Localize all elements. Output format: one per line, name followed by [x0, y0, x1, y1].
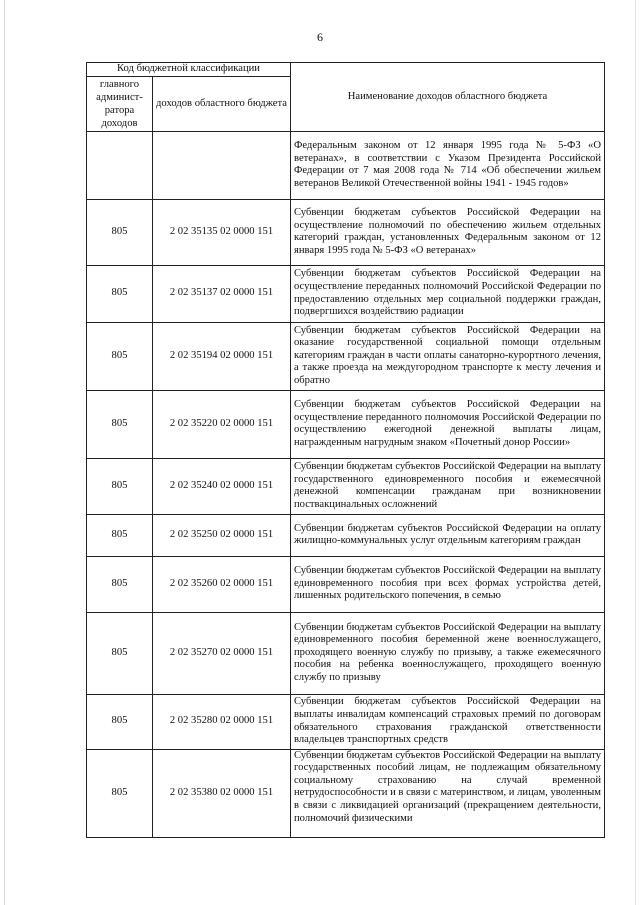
income-description-cell: Субвенции бюджетам субъектов Российской Федерации на осуществление переданного полномочия Российской Федерации по осуществлению ежегодной денежной выплаты лицам, награжденным нагрудным знаком «Почетный донор России»	[291, 390, 605, 458]
income-code-cell: 2 02 35270 02 0000 151	[153, 612, 291, 694]
admin-code-cell: 805	[87, 458, 153, 514]
table-row	[87, 322, 605, 390]
header-budget-classification-code: Код бюджетной классификации	[87, 63, 291, 77]
table-row	[87, 199, 605, 265]
income-description-cell: Федеральным законом от 12 января 1995 года № 5-ФЗ «О ветеранах», в соответствии с Указом Президента Российской Федерации от 7 мая 2008 года № 714 «Об обеспечении жильем ветеранов Великой Отечественной войны 1941 - 1945 годов»	[291, 131, 605, 199]
table-row	[87, 390, 605, 458]
admin-code-cell: 805	[87, 199, 153, 265]
table-row	[87, 694, 605, 749]
page-number: 6	[317, 30, 323, 44]
header-income-code: доходов областного бюджета	[153, 76, 291, 131]
income-code-cell: 2 02 35137 02 0000 151	[153, 265, 291, 322]
header-income-name: Наименование доходов областного бюджета	[291, 63, 605, 132]
table-row	[87, 131, 605, 199]
admin-code-cell: 805	[87, 556, 153, 612]
admin-code-cell: 805	[87, 514, 153, 556]
scan-edge-left	[4, 0, 5, 905]
income-description-cell: Субвенции бюджетам субъектов Российской Федерации на выплату государственных пособий лицам, не подлежащим обязательному социальному страхованию на случай временной нетрудоспособности и в связи с материнством, и лицам, уволенным в связи с ликвидацией организаций (прекращением деятельности, полномочий физическими	[291, 749, 605, 837]
income-code-cell: 2 02 35250 02 0000 151	[153, 514, 291, 556]
admin-code-cell	[87, 131, 153, 199]
admin-code-cell: 805	[87, 265, 153, 322]
admin-code-cell: 805	[87, 612, 153, 694]
header-main-administrator: главного админист-ратора доходов	[87, 76, 153, 131]
income-code-cell: 2 02 35135 02 0000 151	[153, 199, 291, 265]
income-description-cell: Субвенции бюджетам субъектов Российской Федерации на выплаты инвалидам компенсаций страховых премий по договорам обязательного страхования гражданской ответственности владельцев транспортных средств	[291, 694, 605, 749]
table-row	[87, 556, 605, 612]
table-row	[87, 514, 605, 556]
income-description-cell: Субвенции бюджетам субъектов Российской Федерации на выплату государственного единовременного пособия и ежемесячной денежной компенсации гражданам при возникновении поствакцинальных осложнений	[291, 458, 605, 514]
admin-code-cell: 805	[87, 322, 153, 390]
budget-classification-table	[86, 62, 605, 838]
income-description-cell: Субвенции бюджетам субъектов Российской Федерации на оплату жилищно-коммунальных услуг отдельным категориям граждан	[291, 514, 605, 556]
income-description-cell: Субвенции бюджетам субъектов Российской Федерации на выплату единовременного пособия беременной жене военнослужащего, проходящего военную службу по призыву, а также ежемесячного пособия на ребенка военнослужащего, проходящего военную службу по призыву	[291, 612, 605, 694]
income-code-cell	[153, 131, 291, 199]
income-description-cell: Субвенции бюджетам субъектов Российской Федерации на осуществление полномочий по обеспечению жильем отдельных категорий граждан, установленных Федеральным законом от 12 января 1995 года № 5-ФЗ «О ветеранах»	[291, 199, 605, 265]
income-code-cell: 2 02 35194 02 0000 151	[153, 322, 291, 390]
admin-code-cell: 805	[87, 749, 153, 837]
income-code-cell: 2 02 35380 02 0000 151	[153, 749, 291, 837]
income-code-cell: 2 02 35240 02 0000 151	[153, 458, 291, 514]
income-code-cell: 2 02 35260 02 0000 151	[153, 556, 291, 612]
table-row	[87, 458, 605, 514]
income-code-cell: 2 02 35220 02 0000 151	[153, 390, 291, 458]
income-description-cell: Субвенции бюджетам субъектов Российской Федерации на осуществление переданных полномочий Российской Федерации по предоставлению отдельных мер социальной поддержки граждан, подвергшихся воздействию радиации	[291, 265, 605, 322]
scan-edge-right	[635, 0, 636, 905]
admin-code-cell: 805	[87, 390, 153, 458]
income-description-cell: Субвенции бюджетам субъектов Российской Федерации на выплату единовременного пособия при всех формах устройства детей, лишенных родительского попечения, в семью	[291, 556, 605, 612]
table-row	[87, 612, 605, 694]
table-row	[87, 265, 605, 322]
table-row	[87, 749, 605, 837]
admin-code-cell: 805	[87, 694, 153, 749]
income-code-cell: 2 02 35280 02 0000 151	[153, 694, 291, 749]
income-description-cell: Субвенции бюджетам субъектов Российской Федерации на оказание государственной социальной помощи отдельным категориям граждан в части оплаты санаторно-курортного лечения, а также проезда на междугородном транспорте к месту лечения и обратно	[291, 322, 605, 390]
